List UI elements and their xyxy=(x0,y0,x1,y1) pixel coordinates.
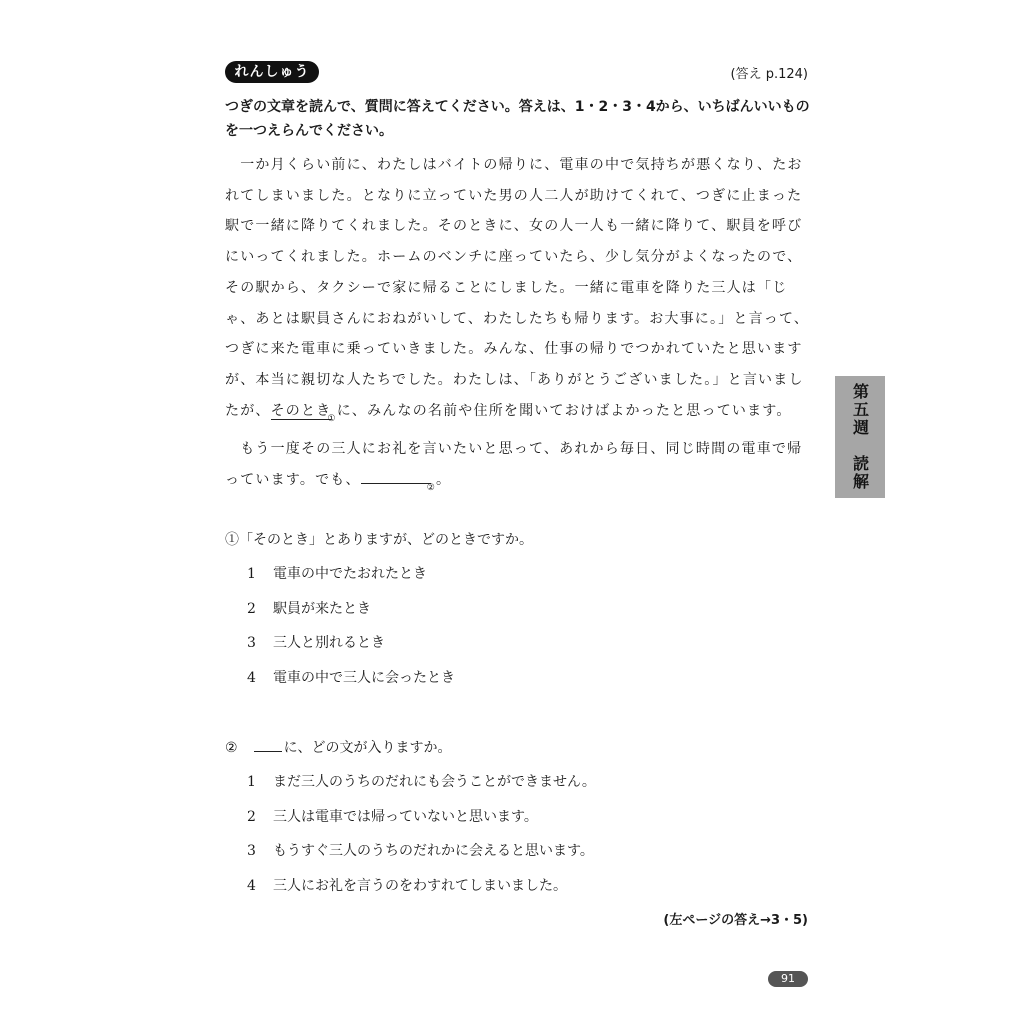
passage-paragraph-2 xyxy=(225,434,810,503)
question-2-stem: ② に、どの文が入りますか。 xyxy=(225,740,452,756)
option[interactable]: 1 まだ三人のうちのだれにも会うことができません。 xyxy=(247,774,596,790)
question-1-options xyxy=(225,564,810,702)
question-1-stem: ①「そのとき」とありますが、どのときですか。 xyxy=(225,532,533,548)
section-side-tab: 第五週 読解 xyxy=(835,376,885,498)
question-2-options xyxy=(225,772,810,910)
option[interactable]: 2 三人は電車では帰っていないと思います。 xyxy=(247,808,538,825)
option[interactable]: 4 電車の中で三人に会ったとき xyxy=(247,669,455,686)
marker-2: ② xyxy=(426,483,436,494)
option[interactable]: 4 三人にお礼を言うのをわすれてしまいました。 xyxy=(247,877,567,894)
question-2 xyxy=(225,738,810,910)
underlined-phrase: そのとき xyxy=(270,402,332,419)
option[interactable]: 2 駅員が来たとき xyxy=(247,600,371,617)
passage-text: 一か月くらい前に、わたしはバイトの帰りに、電車の中で気持ちが悪くなり、たおれてしまいました。となりに立っていた男の人二人が助けてくれて、つぎに止まった駅で一緒に降りてくれました。そのときに、女の人一人も一緒に降りて、駅員を呼びにいってくれました。ホームのベンチに座っていたら、少し気分がよくなったので、その駅から、タクシーで家に帰ることにしました。一緒に電車を降りた三人は「じゃ、あとは駅員さんにおねがいして、わたしたちも帰ります。お大事に。」と言って、つぎに来た電車に乗っていきました。みんな、仕事の帰りでつかれていたと思いますが、本当に親切な人たちでした。わたしは、「ありがとうございました。」と言いましたが、 xyxy=(225,157,810,419)
question-1 xyxy=(225,530,810,702)
page-number: 91 xyxy=(768,971,808,987)
option[interactable]: 3 もうすぐ三人のうちのだれかに会えると思います。 xyxy=(247,843,594,859)
marker-1: ① xyxy=(327,413,337,424)
passage-text: もう一度その三人にお礼を言いたいと思って、あれから毎日、同じ時間の電車で帰っています。でも、 xyxy=(225,441,803,489)
passage-text: 。 xyxy=(435,472,452,489)
reading-passage xyxy=(225,150,810,504)
option[interactable]: 1 電車の中でたおれたとき xyxy=(247,566,427,582)
answer-blank xyxy=(361,469,431,484)
left-page-answer: (左ページの答え→3・5) xyxy=(663,913,808,928)
passage-text: に、みんなの名前や住所を聞いておけばよかったと思っています。 xyxy=(336,402,792,419)
option[interactable]: 3 三人と別れるとき xyxy=(247,635,385,651)
passage-paragraph-1 xyxy=(225,150,810,434)
instructions: つぎの文章を読んで、質問に答えてください。答えは、1・2・3・4から、いちばんいいものを一つえらんでください。 xyxy=(225,99,810,139)
answer-reference: (答え p.124) xyxy=(730,67,808,82)
short-blank xyxy=(254,738,282,752)
exercise-badge: れんしゅう xyxy=(225,61,319,83)
